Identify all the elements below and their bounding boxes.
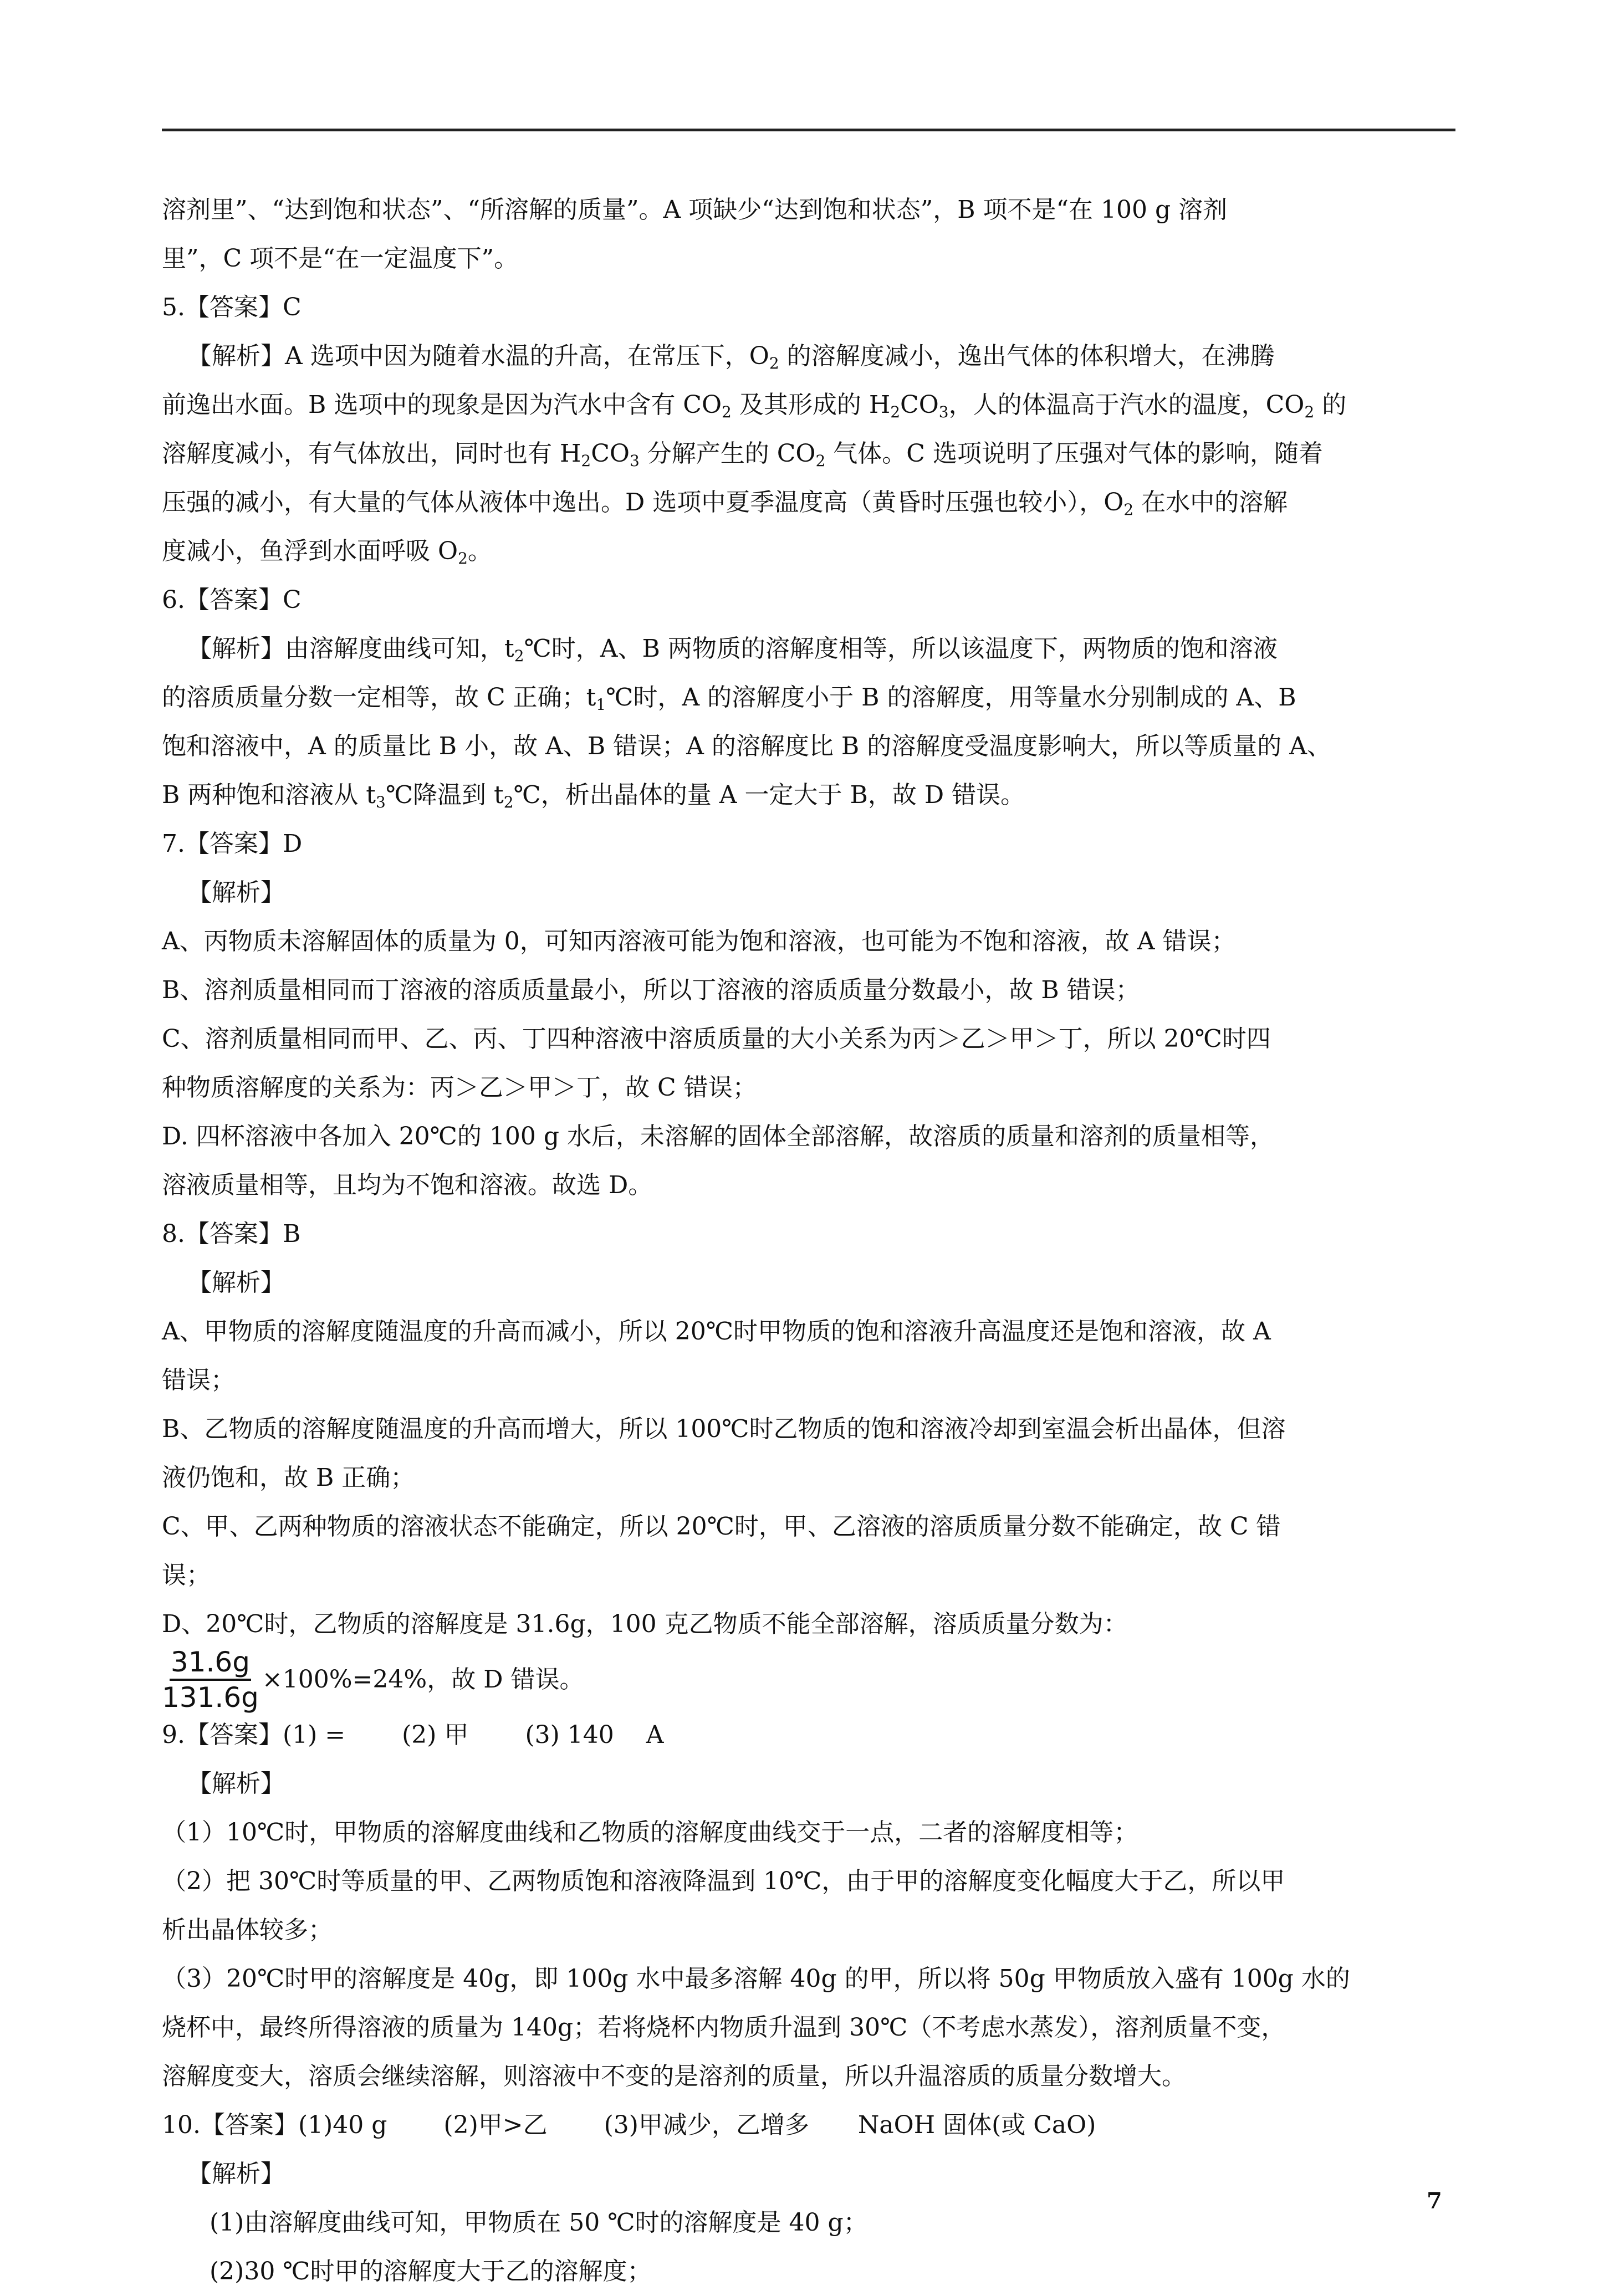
text-line: [162, 1551, 1455, 1600]
text-segment: 【解析】: [187, 1269, 285, 1297]
text-segment: C、溶剂质量相同而甲、乙、丙、丁四种溶液中溶质质量的大小关系为丙＞乙＞甲＞丁，所以 20℃时四: [162, 1025, 1271, 1053]
text-line: [162, 1307, 1455, 1356]
fraction-numerator: 31.6g: [170, 1646, 251, 1681]
subscript: 2: [890, 403, 901, 421]
text-segment: 【解析】由溶解度曲线可知，t: [187, 635, 514, 663]
subscript: 2: [1304, 403, 1315, 421]
text-line: [162, 673, 1455, 722]
text-line: [162, 2198, 1455, 2247]
text-line: [162, 1760, 1455, 1808]
text-line: [162, 917, 1455, 966]
text-segment: B、乙物质的溶解度随温度的升高而增大，所以 100℃时乙物质的饱和溶液冷却到室温会析出晶体，但溶: [162, 1415, 1286, 1443]
text-segment: 【解析】: [187, 1770, 285, 1798]
text-segment: ℃时，A 的溶解度小于 B 的溶解度，用等量水分别制成的 A、B: [606, 683, 1296, 712]
text-line: [162, 1857, 1455, 1906]
text-line: [162, 527, 1455, 576]
text-segment: 烧杯中，最终所得溶液的质量为 140g；若将烧杯内物质升温到 30℃（不考虑水蒸发），溶剂质量不变，: [162, 2013, 1286, 2042]
text-segment: 分解产生的 CO: [639, 439, 816, 468]
text-segment: 气体。C 选项说明了压强对气体的影响，随着: [825, 439, 1323, 468]
text-line: [162, 1600, 1455, 1649]
text-segment: (1)由溶解度曲线可知，甲物质在 50 ℃时的溶解度是 40 g；: [210, 2208, 868, 2237]
text-line: [162, 2052, 1455, 2101]
text-segment: 10.【答案】(1)40 g (2)甲>乙 (3)甲减少，乙增多 NaOH 固体(或 CaO): [162, 2111, 1096, 2139]
text-segment: 溶液质量相等，且均为不饱和溶液。故选 D。: [162, 1171, 653, 1199]
answer-analysis-text: [162, 186, 1455, 2296]
text-line: [162, 1711, 1455, 1760]
text-segment: 7.【答案】D: [162, 830, 303, 858]
text-line: [162, 722, 1455, 771]
text-line: [162, 1063, 1455, 1112]
subscript: 2: [458, 549, 468, 567]
subscript: 2: [1123, 500, 1134, 519]
text-line: [162, 1356, 1455, 1405]
text-line: [162, 1808, 1455, 1857]
text-segment: D. 四杯溶液中各加入 20℃的 100 g 水后，未溶解的固体全部溶解，故溶质的质量和溶剂的质量相等，: [162, 1122, 1274, 1150]
text-line: [162, 1405, 1455, 1454]
text-segment: 8.【答案】B: [162, 1220, 301, 1248]
text-line: [162, 332, 1455, 381]
subscript: 2: [815, 452, 826, 470]
fraction-denominator: 131.6g: [162, 1681, 259, 1714]
text-line: [162, 283, 1455, 332]
text-segment: 溶解度减小，有气体放出，同时也有 H: [162, 439, 581, 468]
text-segment: 【解析】A 选项中因为随着水温的升高，在常压下，O: [187, 342, 769, 370]
text-segment: ，人的体温高于汽水的温度，CO: [948, 391, 1305, 419]
subscript: 2: [722, 403, 732, 421]
text-segment: 的: [1314, 391, 1347, 419]
text-segment: 误；: [162, 1561, 211, 1589]
text-line: [162, 478, 1455, 527]
text-segment: 的溶解度减小，逸出气体的体积增大，在沸腾: [779, 342, 1275, 370]
text-line: [162, 1015, 1455, 1063]
text-line: [162, 1906, 1455, 1955]
text-segment: CO: [591, 439, 630, 468]
text-line: [162, 2101, 1455, 2150]
text-segment: 及其形成的 H: [731, 391, 891, 419]
text-segment: D、20℃时，乙物质的溶解度是 31.6g，100 克乙物质不能全部溶解，溶质质量分数为：: [162, 1610, 1128, 1638]
text-segment: ℃时，A、B 两物质的溶解度相等，所以该温度下，两物质的饱和溶液: [524, 635, 1278, 663]
text-line: [162, 1210, 1455, 1259]
text-segment: CO: [900, 391, 939, 419]
text-segment: B、溶剂质量相同而丁溶液的溶质质量最小，所以丁溶液的溶质质量分数最小，故 B 错误；: [162, 976, 1140, 1004]
text-segment: 5.【答案】C: [162, 293, 302, 321]
text-line: [162, 868, 1455, 917]
text-segment: 饱和溶液中，A 的质量比 B 小，故 A、B 错误；A 的溶解度比 B 的溶解度受温度影响大，所以等质量的 A、: [162, 732, 1331, 760]
text-segment: 溶剂里”、“达到饱和状态”、“所溶解的质量”。A 项缺少“达到饱和状态”，B 项不是“在 100 g 溶剂: [162, 196, 1228, 224]
text-line: [162, 1502, 1455, 1551]
text-segment: B 两种饱和溶液从 t: [162, 781, 376, 809]
subscript: 1: [596, 696, 606, 714]
text-line: [162, 1259, 1455, 1307]
text-line: [162, 576, 1455, 625]
subscript: 3: [376, 793, 386, 811]
text-segment: 压强的减小，有大量的气体从液体中逸出。D 选项中夏季温度高（黄昏时压强也较小），O: [162, 488, 1124, 517]
subscript: 3: [938, 403, 949, 421]
text-segment: C、甲、乙两种物质的溶液状态不能确定，所以 20℃时，甲、乙溶液的溶质质量分数不能确定，故 C 错: [162, 1512, 1281, 1541]
text-segment: 里”，C 项不是“在一定温度下”。: [162, 244, 519, 273]
text-segment: 在水中的溶解: [1133, 488, 1288, 517]
text-segment: 的溶质质量分数一定相等，故 C 正确；t: [162, 683, 596, 712]
subscript: 2: [769, 354, 779, 372]
subscript: 3: [629, 452, 640, 470]
text-segment: A、丙物质未溶解固体的质量为 0，可知丙溶液可能为饱和溶液，也可能为不饱和溶液，故 A 错误；: [162, 927, 1236, 955]
text-segment: 种物质溶解度的关系为：丙＞乙＞甲＞丁，故 C 错误；: [162, 1073, 757, 1102]
text-segment: 【解析】: [187, 878, 285, 907]
text-segment: 溶解度变大，溶质会继续溶解，则溶液中不变的是溶剂的质量，所以升温溶质的质量分数增大。: [162, 2062, 1186, 2090]
text-segment: 6.【答案】C: [162, 586, 302, 614]
text-segment: ℃降温到 t: [385, 781, 504, 809]
text-line: [162, 625, 1455, 673]
text-segment: （1）10℃时，甲物质的溶解度曲线和乙物质的溶解度曲线交于一点，二者的溶解度相等；: [162, 1818, 1138, 1847]
text-line: [162, 1646, 1455, 1714]
fraction: [162, 1646, 259, 1713]
text-line: [162, 2150, 1455, 2198]
text-line: [162, 966, 1455, 1015]
text-line: [162, 1454, 1455, 1502]
text-segment: 错误；: [162, 1366, 235, 1394]
text-segment: 。: [467, 537, 492, 565]
text-segment: （3）20℃时甲的溶解度是 40g，即 100g 水中最多溶解 40g 的甲，所以将 50g 甲物质放入盛有 100g 水的: [162, 1965, 1350, 1993]
text-segment: 度减小，鱼浮到水面呼吸 O: [162, 537, 458, 565]
header-rule: [162, 129, 1455, 131]
text-segment: ×100%=24%，故 D 错误。: [262, 1665, 584, 1694]
text-segment: ℃，析出晶体的量 A 一定大于 B，故 D 错误。: [513, 781, 1025, 809]
text-segment: 【解析】: [187, 2160, 285, 2188]
text-segment: A、甲物质的溶解度随温度的升高而减小，所以 20℃时甲物质的饱和溶液升高温度还是饱和溶液，故 A: [162, 1317, 1271, 1346]
page-number: 7: [1427, 2188, 1442, 2214]
text-line: [162, 2003, 1455, 2052]
text-segment: 液仍饱和，故 B 正确；: [162, 1464, 415, 1492]
text-segment: 析出晶体较多；: [162, 1916, 333, 1944]
text-line: [162, 2247, 1455, 2296]
subscript: 2: [503, 793, 514, 811]
text-line: [162, 1112, 1455, 1161]
text-segment: 9.【答案】(1) = (2) 甲 (3) 140 A: [162, 1721, 664, 1749]
subscript: 2: [514, 647, 524, 665]
text-line: [162, 1161, 1455, 1210]
text-segment: (2)30 ℃时甲的溶解度大于乙的溶解度；: [210, 2257, 652, 2285]
text-line: [162, 1955, 1455, 2003]
text-line: [162, 429, 1455, 478]
text-line: [162, 820, 1455, 868]
text-segment: （2）把 30℃时等质量的甲、乙两物质饱和溶液降温到 10℃，由于甲的溶解度变化幅度大于乙，所以甲: [162, 1867, 1285, 1895]
subscript: 2: [581, 452, 591, 470]
text-line: [162, 186, 1455, 234]
text-line: [162, 771, 1455, 820]
text-segment: 前逸出水面。B 选项中的现象是因为汽水中含有 CO: [162, 391, 722, 419]
text-line: [162, 234, 1455, 283]
text-line: [162, 381, 1455, 429]
